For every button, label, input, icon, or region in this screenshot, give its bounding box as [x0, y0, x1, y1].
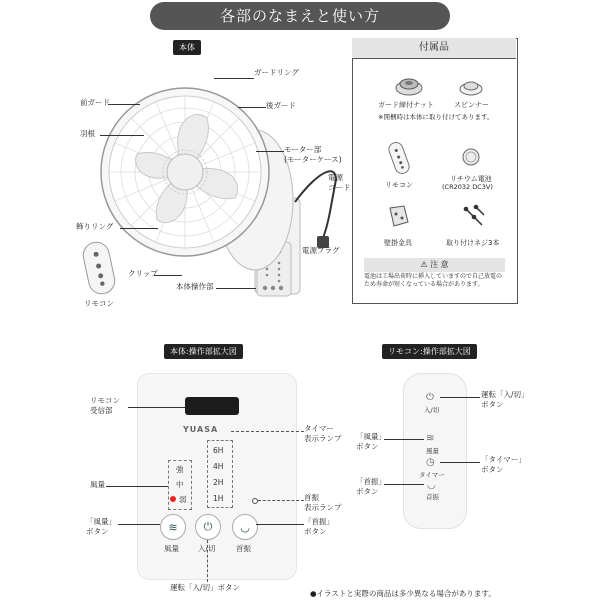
- swing-lamp: [252, 498, 258, 504]
- label-remote-swing-1: 「首振」: [356, 477, 386, 486]
- label-remote-accessory: リモコン: [385, 181, 413, 189]
- remote-power-icon[interactable]: ⏻: [426, 392, 434, 403]
- warning-icon: ⚠: [420, 260, 428, 269]
- speed-button[interactable]: [160, 514, 186, 540]
- label-swing-button-1: 「首振」: [304, 517, 334, 526]
- swing-icon: ◡: [240, 520, 250, 534]
- label-remote-timer-1: 「タイマー」: [481, 455, 526, 464]
- remote-speed-caption: 風量: [426, 447, 439, 455]
- label-spinner: スピンナー: [454, 101, 489, 109]
- swing-button[interactable]: [232, 514, 258, 540]
- label-rear-guard: 後ガード: [266, 101, 296, 110]
- remote-timer-icon[interactable]: ◷: [426, 457, 435, 468]
- remote-accessory-icon: [387, 140, 411, 176]
- label-swing-button-2: ボタン: [304, 527, 327, 536]
- power-button[interactable]: [195, 514, 221, 540]
- label-speed: 風量: [90, 480, 105, 489]
- power-button-caption: 入/切: [198, 544, 216, 553]
- label-remote-power-1: 運転「入/切」: [481, 390, 529, 399]
- remote-panel-tag: リモコン:操作部拡大図: [382, 344, 477, 359]
- speed-indicator-dot: [170, 496, 176, 502]
- remote-swing-icon[interactable]: ◡: [427, 480, 436, 491]
- wall-bracket-icon: [386, 204, 412, 230]
- page-title: 各部のなまえと使い方: [150, 2, 450, 30]
- label-timer-lamp-1: タイマー: [304, 424, 334, 433]
- label-speed-button-2: ボタン: [86, 527, 109, 536]
- speed-level-high: 強: [176, 465, 184, 474]
- swing-button-caption: 首振: [236, 544, 251, 553]
- footer-note: ●イラストと実際の商品は多少異なる場合があります。: [310, 589, 496, 598]
- speed-button-caption: 風量: [164, 544, 179, 553]
- label-timer-lamp-2: 表示ランプ: [304, 434, 342, 443]
- label-blades: 羽根: [80, 129, 95, 138]
- label-motor-1: モーター部: [284, 145, 322, 154]
- label-guard-ring: ガードリング: [254, 68, 299, 77]
- timer-6h: 6H: [213, 446, 224, 455]
- brand-logo: YUASA: [183, 425, 219, 434]
- power-icon: ⏻: [203, 520, 213, 533]
- label-remote-timer-2: ボタン: [481, 465, 504, 474]
- timer-4h: 4H: [213, 462, 224, 471]
- main-unit-tag: 本体: [173, 40, 201, 55]
- label-power-button: 運転「入/切」ボタン: [170, 583, 241, 592]
- caution-title: 注 意: [430, 260, 449, 269]
- panel-tag: 本体:操作部拡大図: [164, 344, 243, 359]
- label-receiver-2: 受信部: [90, 406, 113, 415]
- timer-1h: 1H: [213, 494, 224, 503]
- spinner-icon: [458, 76, 484, 96]
- label-front-guard: 前ガード: [80, 98, 110, 107]
- battery-icon: [460, 146, 482, 168]
- label-guard-nut: ガード締付ナット: [378, 101, 434, 109]
- label-remote-speed-1: 「風量」: [356, 432, 386, 441]
- speed-level-mid: 中: [176, 480, 184, 489]
- caution-text: 電池は工場出荷時に挿入していますので自己放電のため寿命が短くなっている場合があります。: [364, 273, 503, 289]
- label-swing-lamp-1: 首振: [304, 493, 319, 502]
- guard-nut-icon: [394, 72, 424, 98]
- remote-power-caption: 入/切: [424, 406, 440, 414]
- label-control-panel: 本体操作部: [176, 282, 214, 291]
- label-screws: 取り付けネジ3本: [446, 239, 500, 247]
- timer-2h: 2H: [213, 478, 224, 487]
- label-motor-2: (モーターケース): [284, 155, 342, 164]
- caution-header: [364, 258, 505, 272]
- label-power-plug: 電源プラグ: [302, 246, 340, 255]
- remote-swing-caption: 首振: [426, 493, 439, 501]
- remote-timer-caption: タイマー: [419, 471, 445, 479]
- label-wall-bracket: 壁掛金具: [384, 239, 412, 247]
- wind-icon: ≋: [168, 520, 178, 534]
- spinner-hub: [167, 154, 203, 190]
- remote-wind-icon[interactable]: ≋: [426, 433, 435, 444]
- label-speed-button-1: 「風量」: [86, 517, 116, 526]
- label-battery-1: リチウム電池: [450, 175, 492, 183]
- label-receiver-1: リモコン: [90, 396, 120, 405]
- label-battery-2: (CR2032 DC3V): [442, 183, 493, 191]
- label-remote: リモコン: [84, 299, 114, 308]
- accessories-note: ※開梱時は本体に取り付けてあります。: [378, 113, 494, 121]
- label-decor-ring: 飾りリング: [76, 222, 114, 231]
- label-power-cord-1: 電源: [328, 173, 343, 182]
- remote-illustration: [80, 238, 120, 298]
- remote-receiver: [185, 397, 239, 415]
- label-swing-lamp-2: 表示ランプ: [304, 503, 342, 512]
- speed-level-low: 弱: [179, 495, 187, 504]
- accessories-title: 付属品: [352, 38, 516, 59]
- label-remote-swing-2: ボタン: [356, 487, 379, 496]
- label-clip: クリップ: [128, 269, 158, 278]
- screws-icon: [462, 203, 494, 229]
- label-remote-power-2: ボタン: [481, 400, 504, 409]
- label-power-cord-2: コード: [328, 183, 351, 192]
- label-remote-speed-2: ボタン: [356, 442, 379, 451]
